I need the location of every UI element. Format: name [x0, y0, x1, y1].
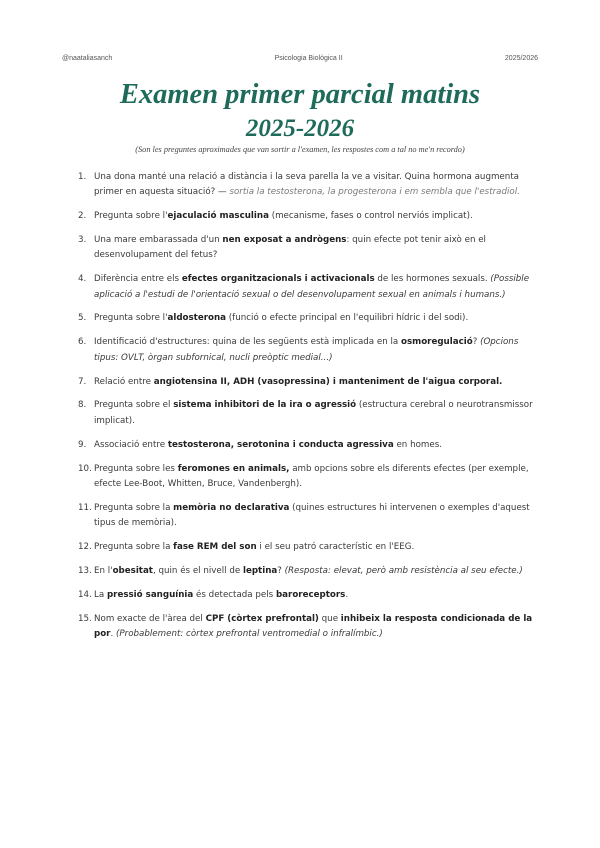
question-list [78, 170, 540, 651]
question-number: 11. [78, 502, 92, 513]
question-text-part: En l' [94, 565, 113, 576]
question-text-part: i el seu patró característic en l'EEG. [256, 541, 415, 552]
question-text-part: (Probablement: còrtex prefrontal ventromedial o infralímbic.) [116, 628, 383, 639]
question-text-part: leptina [242, 565, 278, 576]
question-text-part: amb opcions sobre els diferents efectes (per exemple, efecte Lee-Boot, Whitten, Bruce, Vandenbergh). [94, 463, 529, 489]
question-text-part: Pregunta sobre la [94, 502, 174, 513]
question-text-part: . [345, 589, 349, 600]
question-text-part: Nom exacte de l'àrea del [94, 613, 206, 624]
question-text-part: ejaculació masculina [167, 211, 269, 222]
question-number: 14. [78, 589, 92, 600]
question-item [78, 588, 540, 603]
question-number: 6. [78, 337, 87, 348]
question-text-part: , quin és el nivell de [152, 565, 243, 576]
question-text-part: Diferència entre els [94, 274, 182, 285]
question-text-part: ? [472, 337, 481, 348]
page-header [62, 55, 538, 62]
question-item [78, 170, 540, 201]
header-year: 2025/2026 [504, 55, 538, 62]
question-text-part: (quines estructures hi intervenen o exemples d'aquest tipus de memòria). [94, 502, 530, 528]
question-item [78, 398, 540, 429]
question-text-part: nen exposat a andrògens [222, 235, 347, 246]
question-text-part: sistema inhibitori de la ira o agressió [173, 400, 357, 411]
question-item [78, 612, 540, 643]
question-text-part: : quin efecte pot tenir això en el desenvolupament del fetus? [94, 235, 486, 261]
question-text-part: Associació entre [94, 439, 168, 450]
question-text-part: Relació entre [94, 376, 154, 387]
question-text-part: que [318, 613, 341, 624]
question-number: 5. [78, 313, 87, 324]
question-text-part: osmoregulació [401, 337, 473, 348]
question-text-part: angiotensina II, ADH (vasopressina) i manteniment de l'aigua corporal. [153, 376, 503, 387]
question-text-part: (Opcions tipus: OVLT, òrgan subfornical, nucli preòptic medial...) [94, 337, 519, 363]
question-item [78, 501, 540, 532]
question-text-part: . [110, 628, 117, 639]
question-number: 7. [78, 376, 87, 387]
question-number: 15. [78, 613, 92, 624]
question-text-part: fase REM del son [173, 541, 257, 552]
question-text-part: (Possible aplicació a l'estudi de l'orientació sexual o del desenvolupament sexual en animals i humans.) [94, 274, 530, 300]
question-item [78, 311, 540, 326]
question-text-part: obesitat [112, 565, 153, 576]
question-number: 9. [78, 439, 87, 450]
header-author: @naataliasanch [62, 55, 113, 62]
question-text-part: La [94, 589, 107, 600]
question-number: 3. [78, 235, 87, 246]
question-text-part: testosterona, serotonina i conducta agressiva [167, 439, 394, 450]
question-text-part: (Resposta: elevat, però amb resistència al seu efecte.) [284, 565, 523, 576]
question-item [78, 375, 540, 390]
header-subject: Psicologia Biològica II [274, 55, 343, 62]
question-text-part: en homes. [393, 439, 442, 450]
question-text-part: Pregunta sobre l' [94, 313, 168, 324]
question-number: 4. [78, 274, 87, 285]
question-number: 1. [78, 172, 87, 182]
question-number: 2. [78, 211, 87, 222]
question-text-part: (mecanisme, fases o control nerviós implicat). [268, 211, 473, 222]
question-text-part: Pregunta sobre les [94, 463, 178, 474]
title-year: 2025-2026 [245, 115, 355, 142]
question-text-part: pressió sanguínia [106, 589, 194, 600]
question-text-part: sortia la testosterona, la progesterona i em sembla que l'estradiol. [229, 187, 520, 198]
question-text-part: (estructura cerebral o neurotransmissor implicat). [94, 400, 533, 426]
question-text-part: (funció o efecte principal en l'equilibri hídric i del sodi). [226, 313, 469, 324]
question-text-part: aldosterona [167, 313, 227, 324]
question-text-part: efectes organitzacionals i activacionals [181, 274, 375, 285]
subtitle-note: (Son les preguntes aproximades que van sortir a l'examen, les respostes com a tal no me'n recordo) [135, 145, 465, 154]
question-text-part: Pregunta sobre el [94, 400, 174, 411]
question-item [78, 438, 540, 453]
question-item [78, 540, 540, 555]
question-text-part: Una dona manté una relació a distància i la seva parella la ve a visitar. Quina hormona augmenta primer en aquesta situació? — [94, 172, 519, 198]
question-text-part: Pregunta sobre l' [94, 211, 168, 222]
question-text-part: inhibeix la resposta condicionada de la por [94, 613, 533, 639]
question-item [78, 564, 540, 579]
question-text-part: ? [277, 565, 285, 576]
question-number: 10. [78, 463, 92, 474]
page-title: Examen primer parcial matins [119, 79, 481, 110]
question-item [78, 233, 540, 264]
question-number: 8. [78, 400, 87, 411]
question-text-part: Pregunta sobre la [94, 541, 174, 552]
question-number: 12. [78, 541, 92, 552]
question-text-part: CPF (còrtex prefrontal) [205, 613, 319, 624]
question-item [78, 335, 540, 366]
question-item [78, 272, 540, 303]
question-text-part: baroreceptors [275, 589, 346, 600]
question-text-part: Una mare embarassada d'un [94, 235, 223, 246]
question-text-part: feromones en animals, [177, 463, 290, 474]
question-number: 13. [78, 565, 92, 576]
question-item [78, 462, 540, 493]
question-item [78, 209, 540, 224]
question-text-part: és detectada pels [193, 589, 276, 600]
question-text-part: de les hormones sexuals. [374, 274, 491, 285]
question-text-part: memòria no declarativa [173, 502, 290, 513]
question-text-part: Identificació d'estructures: quina de les següents està implicada en la [94, 337, 401, 348]
